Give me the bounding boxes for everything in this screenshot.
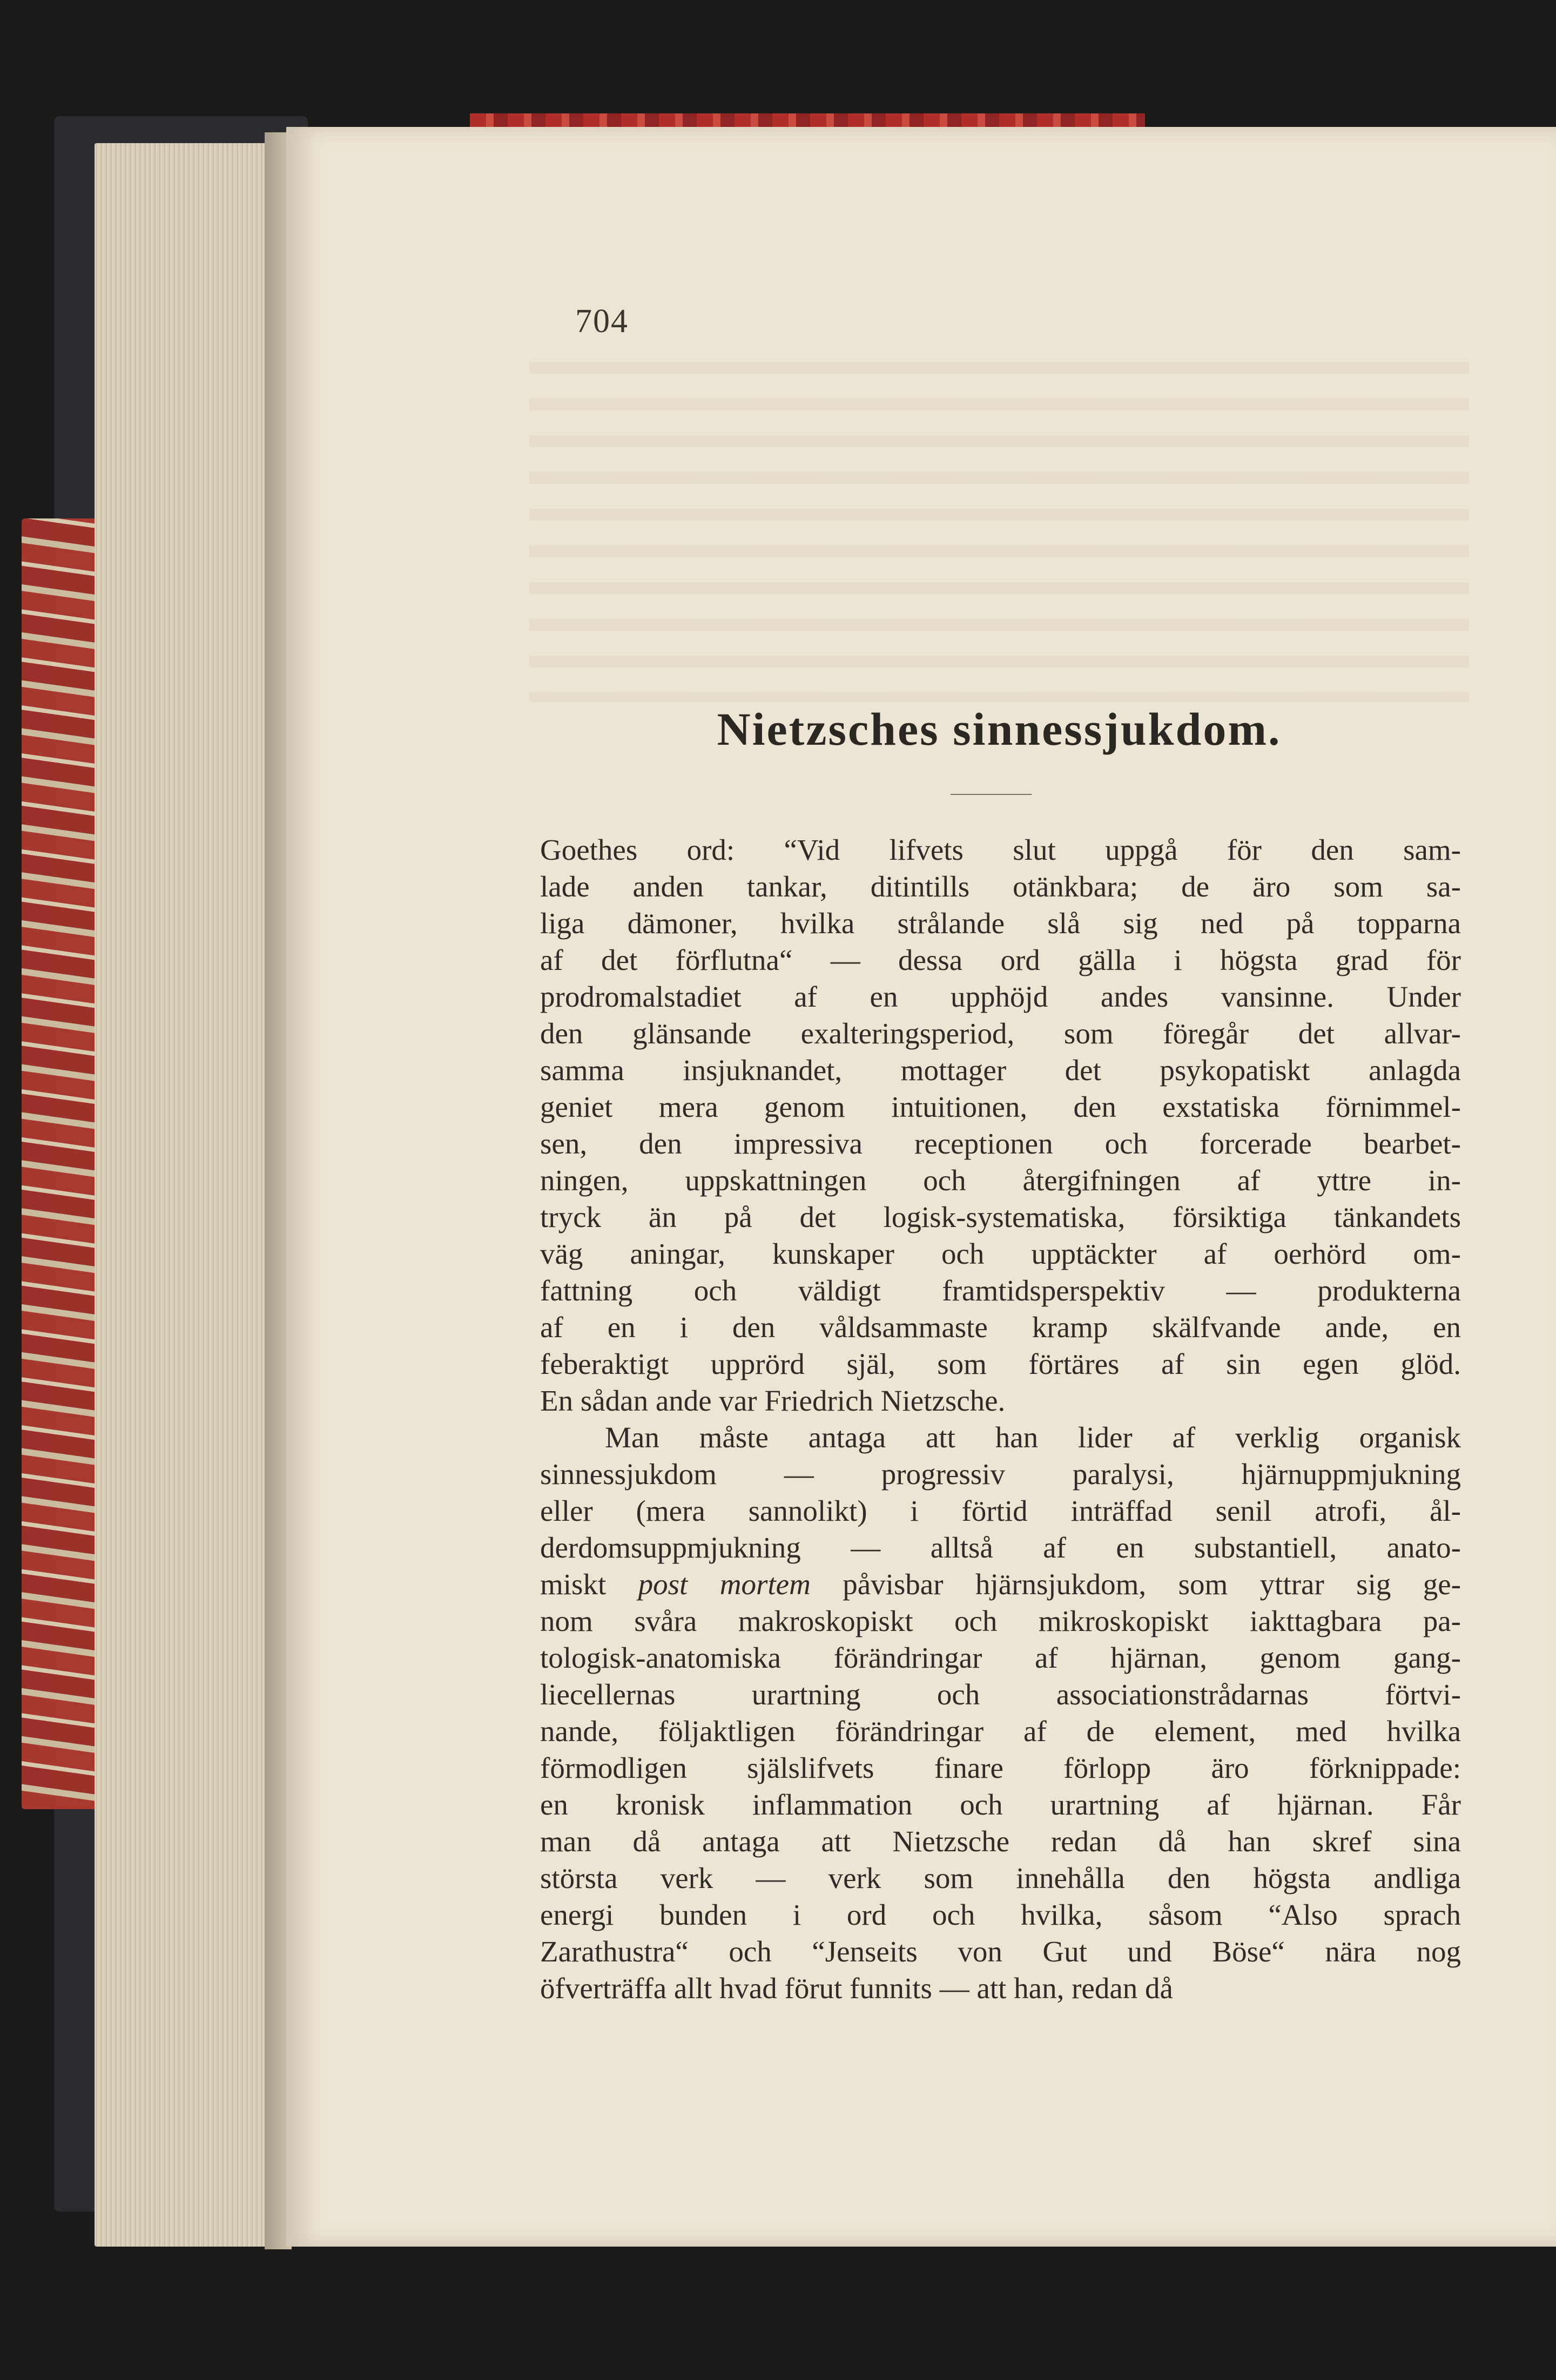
text-line: nande, följaktligen förändringar af de element, med hvilka	[540, 1715, 1461, 1748]
text-line: samma insjuknandet, mottager det psykopatiskt anlagda	[540, 1054, 1461, 1087]
text-line: miskt post mortem påvisbar hjärnsjukdom, som yttrar sig ge-	[540, 1568, 1461, 1601]
text-line: fattning och väldigt framtidsperspektiv — produkterna	[540, 1274, 1461, 1307]
chapter-title: Nietzsches sinnessjukdom.	[717, 703, 1282, 755]
title-rule	[951, 794, 1032, 795]
body-text	[540, 832, 1461, 2031]
text-line: Man måste antaga att han lider af verklig organisk	[605, 1421, 1461, 1454]
text-line: nom svåra makroskopiskt och mikroskopiskt iakttagbara pa-	[540, 1604, 1461, 1637]
text-line: derdomsuppmjukning — alltså af en substantiell, anato-	[540, 1531, 1461, 1564]
page-number: 704	[575, 303, 629, 340]
text-line: öfverträffa allt hvad förut funnits — att han, redan då	[540, 1972, 1173, 2005]
text-line: tologisk-anatomiska förändringar af hjärnan, genom gang-	[540, 1641, 1461, 1674]
text-line: väg aningar, kunskaper och upptäckter af oerhörd om-	[540, 1237, 1461, 1270]
text-line: En sådan ande var Friedrich Nietzsche.	[540, 1384, 1006, 1417]
text-line: af det förflutna“ — dessa ord gälla i högsta grad för	[540, 943, 1461, 976]
page-block-edges	[95, 143, 289, 2247]
text-line: sinnessjukdom — progressiv paralysi, hjärnuppmjukning	[540, 1458, 1461, 1491]
text-line: största verk — verk som innehålla den högsta andliga	[540, 1862, 1461, 1894]
marbled-edge	[22, 518, 103, 1809]
text-line: förmodligen själslifvets finare förlopp äro förknippade:	[540, 1751, 1461, 1784]
text-line: prodromalstadiet af en upphöjd andes vansinne. Under	[540, 980, 1461, 1013]
text-line: eller (mera sannolikt) i förtid inträffad senil atrofi, ål-	[540, 1494, 1461, 1527]
text-line: man då antaga att Nietzsche redan då han skref sina	[540, 1825, 1461, 1858]
text-line: sen, den impressiva receptionen och forcerade bearbet-	[540, 1127, 1461, 1160]
text-line: Goethes ord: “Vid lifvets slut uppgå för den sam-	[540, 833, 1461, 866]
text-line: feberaktigt upprörd själ, som förtäres af sin egen glöd.	[540, 1347, 1461, 1380]
text-line: Zarathustra“ och “Jenseits von Gut und Böse“ nära nog	[540, 1935, 1461, 1968]
text-line: en kronisk inflammation och urartning af hjärnan. Får	[540, 1788, 1461, 1821]
text-line: ningen, uppskattningen och återgifningen af yttre in-	[540, 1164, 1461, 1197]
text-line: energi bunden i ord och hvilka, såsom “Also sprach	[540, 1898, 1461, 1931]
text-line: tryck än på det logisk-systematiska, försiktiga tänkandets	[540, 1201, 1461, 1233]
text-line: den glänsande exalteringsperiod, som föregår det allvar-	[540, 1017, 1461, 1050]
text-line: liga dämoner, hvilka strålande slå sig ned på topparna	[540, 907, 1461, 940]
text-line: lade anden tankar, ditintills otänkbara; de äro som sa-	[540, 870, 1461, 903]
text-line: geniet mera genom intuitionen, den exstatiska förnimmel-	[540, 1090, 1461, 1123]
text-line: af en i den våldsammaste kramp skälfvande ande, en	[540, 1311, 1461, 1344]
text-line: liecellernas urartning och associationstrådarnas förtvi-	[540, 1678, 1461, 1711]
show-through-text	[529, 346, 1469, 702]
